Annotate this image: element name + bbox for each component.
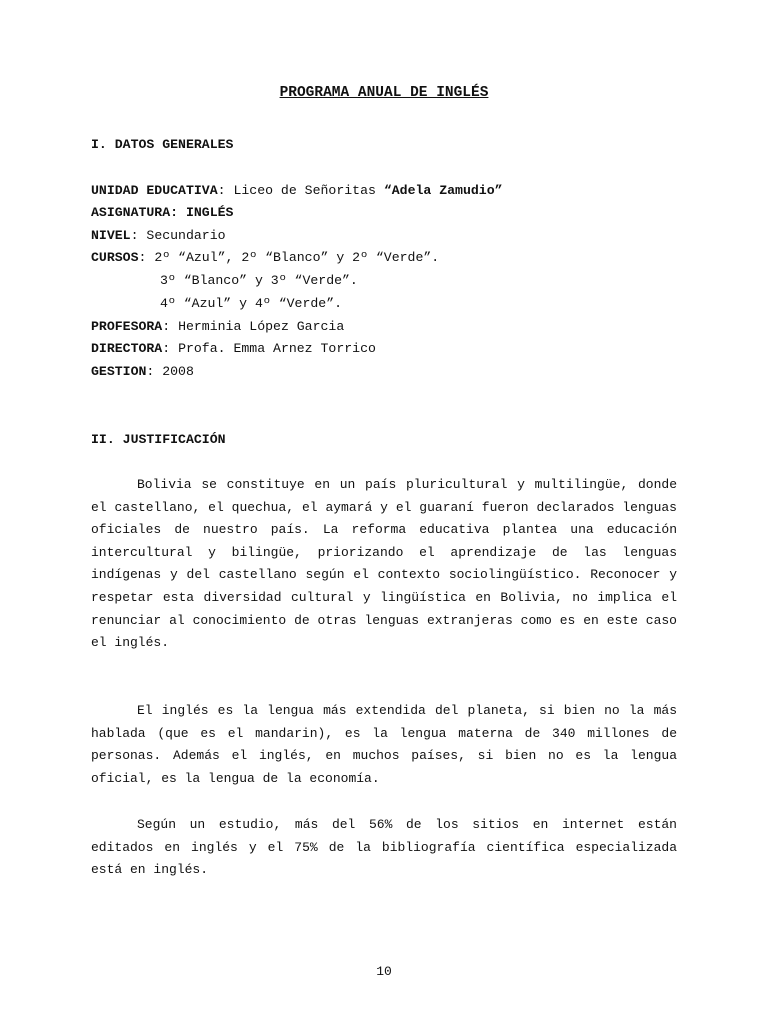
field-label: UNIDAD EDUCATIVA	[91, 183, 218, 198]
field-label: PROFESORA	[91, 319, 163, 334]
field-nivel: NIVEL: Secundario	[91, 228, 226, 243]
field-asignatura: ASIGNATURA: INGLÉS	[91, 205, 234, 220]
paragraph-text: Bolivia se constituye en un país pluricultural y multilingüe, donde el castellano, el quechua, el aymará y el guaraní fueron declarados lenguas oficiales de nuestro país. La reforma educativa plantea una educación intercultural y bilingüe, priorizando el aprendizaje de las lenguas indígenas y del castellano según el contexto sociolingüístico. Reconocer y respetar esta diversidad cultural y lingüística en Bolivia, no implica el renunciar al conocimiento de otras lenguas extranjeras como es en este caso el inglés.	[91, 477, 677, 651]
field-label: DIRECTORA	[91, 341, 163, 356]
field-label: CURSOS	[91, 250, 139, 265]
document-title: PROGRAMA ANUAL DE INGLÉS	[279, 85, 489, 101]
field-value-bold: “Adela Zamudio”	[383, 183, 503, 198]
field-profesora: PROFESORA: Herminia López Garcia	[91, 319, 345, 334]
page-number: 10	[376, 964, 392, 979]
paragraph	[91, 700, 677, 790]
paragraph	[91, 814, 677, 882]
paragraph	[91, 474, 677, 655]
field-directora: DIRECTORA: Profa. Emma Arnez Torrico	[91, 341, 376, 356]
paragraph-text: El inglés es la lengua más extendida del planeta, si bien no la más hablada (que es el mandarin), es la lengua materna de 340 millones de personas. Además el inglés, en muchos países, si bien no es la lengua oficial, es la lengua de la economía.	[91, 703, 677, 786]
field-value: Herminia López Garcia	[178, 319, 345, 334]
field-value: Secundario	[146, 228, 226, 243]
field-value: 2008	[162, 364, 194, 379]
paragraph-text: Según un estudio, más del 56% de los sitios en internet están editados en inglés y el 75% de la bibliografía científica especializada está en inglés.	[91, 817, 677, 878]
section-heading-justificacion: II. JUSTIFICACIÓN	[91, 432, 226, 447]
field-label: NIVEL	[91, 228, 131, 243]
field-unidad-educativa: UNIDAD EDUCATIVA: Liceo de Señoritas “Adela Zamudio”	[91, 183, 503, 198]
field-value: INGLÉS	[185, 205, 234, 220]
section-heading-datos-generales: I. DATOS GENERALES	[91, 137, 234, 152]
field-value: Liceo de Señoritas	[233, 183, 384, 198]
field-value: Profa. Emma Arnez Torrico	[178, 341, 376, 356]
field-cursos: CURSOS: 2º “Azul”, 2º “Blanco” y 2º “Verde”.	[91, 250, 440, 265]
field-cursos-line2: 3º “Blanco” y 3º “Verde”.	[160, 273, 358, 288]
field-value: 2º “Azul”, 2º “Blanco” y 2º “Verde”.	[154, 250, 440, 265]
field-label: ASIGNATURA	[91, 205, 171, 220]
field-cursos-line3: 4º “Azul” y 4º “Verde”.	[160, 296, 343, 311]
field-label: GESTION	[91, 364, 147, 379]
field-gestion: GESTION: 2008	[91, 364, 194, 379]
